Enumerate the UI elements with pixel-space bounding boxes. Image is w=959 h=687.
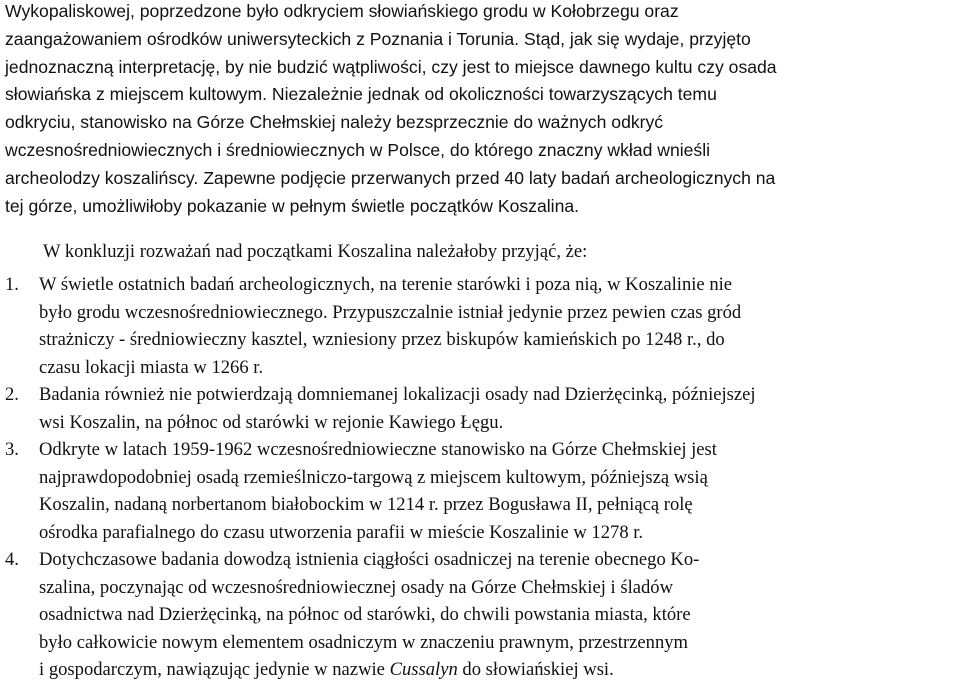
paragraph-line: wczesnośredniowiecznych i średniowiecznych w Polsce, do którego znaczny wkład wnieśli [5, 139, 711, 160]
item-line: czasu lokacji miasta w 1266 r. [39, 356, 264, 378]
paragraph-line: Wykopaliskowej, poprzedzone było odkryciem słowiańskiego grodu w Kołobrzegu oraz [5, 1, 679, 21]
paragraph-line [5, 81, 777, 109]
item-line-part: do słowiańskiej wsi. [462, 659, 614, 680]
paragraph-line: jednoznaczną interpretację, by nie budzić wątpliwości, czy jest to miejsce dawnego kultu czy osada [5, 56, 777, 77]
paragraph-line [5, 165, 777, 193]
item-line: wsi Koszalin, na północ od starówki w rejonie Kawiego Łęgu. [39, 411, 504, 433]
paragraph-line: tej górze, umożliwiłoby pokazanie w pełnym świetle początków Koszalina. [5, 195, 580, 216]
conclusion-intro: W konkluzji rozważań nad początkami Koszalina należałoby przyjąć, że: [43, 241, 588, 262]
paragraph-line-part: Niezależnie jednak od okoliczności towarzyszących temu [271, 84, 717, 105]
paragraph-line-part: słowiańska z miejscem kultowym. [5, 84, 268, 105]
item-line: W świetle ostatnich badań archeologicznych, na terenie starówki i poza nią, w Koszalinie nie [39, 274, 733, 295]
item-line: najprawdopodobniej osadą rzemieślniczo-targową z miejscem kultowym, późniejszą wsią [39, 466, 708, 488]
item-line: było całkowicie nowym elementem osadniczym w znaczeniu prawnym, przestrzennym [39, 631, 689, 653]
item-line: Badania również nie potwierdzają domniemanej lokalizacji osady nad Dzierżęcinką, późniejszej [39, 384, 756, 405]
item-line: ośrodka parafialnego do czasu utworzenia parafii w mieście Koszalinie w 1278 r. [39, 521, 644, 543]
item-number: 4. [5, 549, 19, 570]
conclusion-item-4 [5, 546, 955, 684]
conclusion-item-2 [5, 381, 955, 436]
item-line [5, 656, 955, 684]
item-line: osadnictwa nad Dzierżęcinką, na północ od starówki, do chwili powstania miasta, które [39, 604, 691, 625]
conclusion-item-3 [5, 436, 955, 546]
opening-paragraph [5, 0, 777, 220]
conclusion-item-1 [5, 271, 955, 381]
item-number: 1. [5, 274, 19, 295]
item-line-italic: Cussalyn [389, 659, 458, 680]
item-number: 3. [5, 439, 19, 460]
item-line: Dotychczasowe badania dowodzą istnienia ciągłości osadniczej na terenie obecnego Ko- [39, 549, 700, 570]
item-line: było grodu wczesnośredniowiecznego. Przypuszczalnie istniał jedynie przez pewien czas gród [39, 301, 742, 323]
paragraph-line: odkryciu, stanowisko na Górze Chełmskiej należy bezsprzecznie do ważnych odkryć [5, 112, 664, 133]
paragraph-line-part: Zapewne podjęcie przerwanych przed 40 laty badań archeologicznych na [203, 167, 776, 188]
paragraph-line-part: archeolodzy koszalińscy. [5, 167, 199, 188]
item-line-part: i gospodarczym, nawiązując jedynie w nazwie [39, 659, 385, 680]
item-line: strażniczy - średniowieczny kasztel, wzniesiony przez biskupów kamieńskich po 1248 r., do [39, 329, 725, 350]
paragraph-line: zaangażowaniem ośrodków uniwersyteckich z Poznania i Torunia. Stąd, jak się wydaje, przyjęto [5, 28, 751, 49]
item-line: szalina, poczynając od wczesnośredniowiecznej osady na Górze Chełmskiej i śladów [39, 576, 674, 598]
item-line: Koszalin, nadaną norbertanom białobockim w 1214 r. przez Bogusława II, pełniącą rolę [39, 494, 693, 515]
item-line: Odkryte w latach 1959-1962 wczesnośredniowieczne stanowisko na Górze Chełmskiej jest [39, 439, 717, 460]
item-number: 2. [5, 384, 19, 405]
